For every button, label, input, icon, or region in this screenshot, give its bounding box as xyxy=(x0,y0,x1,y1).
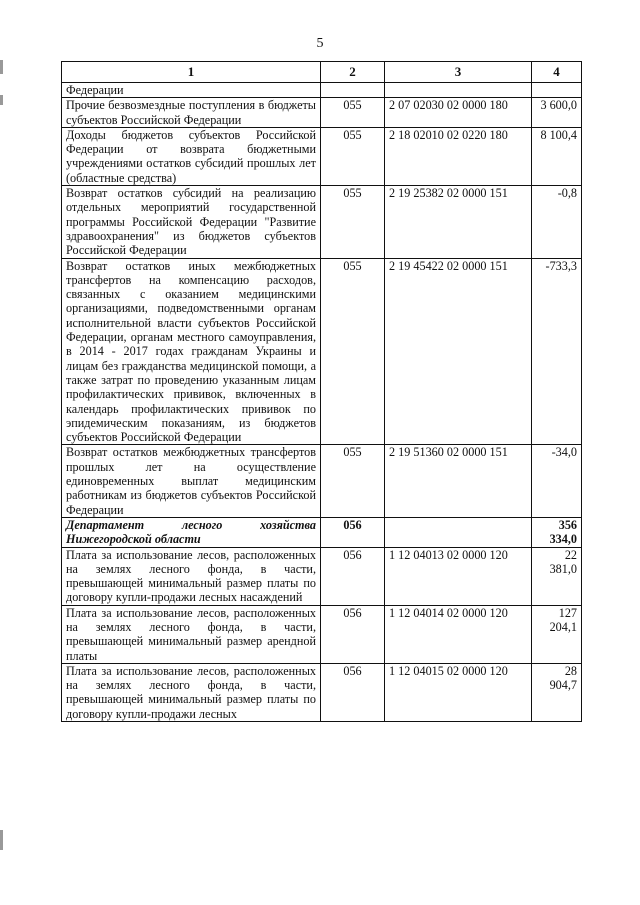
row-name: Прочие безвозмездные поступления в бюджеты субъектов Российской Федерации xyxy=(62,98,321,128)
table-row xyxy=(62,83,582,98)
header-col-3: 3 xyxy=(385,62,532,83)
row-kbk: 1 12 04014 02 0000 120 xyxy=(385,605,532,663)
revenue-table xyxy=(61,61,582,722)
row-code xyxy=(321,83,385,98)
row-code: 056 xyxy=(321,663,385,721)
row-name: Плата за использование лесов, расположенных на землях лесного фонда, в части, превышающей минимальный размер платы по договору купли-продажи лесных xyxy=(62,663,321,721)
row-amount: 127 204,1 xyxy=(532,605,582,663)
row-name: Возврат остатков субсидий на реализацию отдельных мероприятий государственной программы Российской Федерации "Развитие здравоохранения" из бюджетов субъектов Российской Федерации xyxy=(62,186,321,258)
table-row xyxy=(62,663,582,721)
row-amount xyxy=(532,83,582,98)
row-code: 055 xyxy=(321,98,385,128)
table-row xyxy=(62,258,582,445)
row-kbk: 2 07 02030 02 0000 180 xyxy=(385,98,532,128)
row-code: 055 xyxy=(321,186,385,258)
row-code: 055 xyxy=(321,258,385,445)
row-amount: 3 600,0 xyxy=(532,98,582,128)
row-code: 056 xyxy=(321,605,385,663)
header-col-1: 1 xyxy=(62,62,321,83)
header-col-4: 4 xyxy=(532,62,582,83)
row-name: Возврат остатков иных межбюджетных трансфертов на компенсацию расходов, связанных с оказанием медицинскими организациями, подведомственными органам исполнительной власти субъектов Российской Федерации, органам местного самоуправления, в 2014 - 2017 годах гражданам Украины и лицам без гражданства медицинской помощи, а также затрат по проведению указанным лицам профилактических прививок, включенных в календарь профилактических прививок по эпидемическим показаниям, из бюджетов субъектов Российской Федерации xyxy=(62,258,321,445)
table-row xyxy=(62,127,582,185)
row-name: Доходы бюджетов субъектов Российской Федерации от возврата бюджетными учреждениями остатков субсидий прошлых лет (областные средства) xyxy=(62,127,321,185)
page-number: 5 xyxy=(316,36,324,51)
row-kbk xyxy=(385,83,532,98)
header-row xyxy=(62,62,582,83)
row-amount: -0,8 xyxy=(532,186,582,258)
row-amount: 356 334,0 xyxy=(532,517,582,547)
row-code: 056 xyxy=(321,517,385,547)
row-name: Департамент лесного хозяйства Нижегородской области xyxy=(62,517,321,547)
row-name: Возврат остатков межбюджетных трансфертов прошлых лет на осуществление единовременных выплат медицинским работникам из бюджетов субъектов Российской Федерации xyxy=(62,445,321,517)
row-kbk: 2 19 25382 02 0000 151 xyxy=(385,186,532,258)
table-row xyxy=(62,605,582,663)
row-kbk: 1 12 04015 02 0000 120 xyxy=(385,663,532,721)
scan-edge-marks xyxy=(0,0,4,905)
row-kbk xyxy=(385,517,532,547)
row-amount: -733,3 xyxy=(532,258,582,445)
table-row xyxy=(62,186,582,258)
row-kbk: 2 18 02010 02 0220 180 xyxy=(385,127,532,185)
row-name: Плата за использование лесов, расположенных на землях лесного фонда, в части, превышающей минимальный размер арендной платы xyxy=(62,605,321,663)
row-name: Плата за использование лесов, расположенных на землях лесного фонда, в части, превышающей минимальный размер платы по договору купли-продажи лесных насаждений xyxy=(62,547,321,605)
row-code: 056 xyxy=(321,547,385,605)
table-header xyxy=(62,62,582,83)
row-amount: 8 100,4 xyxy=(532,127,582,185)
row-kbk: 2 19 51360 02 0000 151 xyxy=(385,445,532,517)
row-amount: 22 381,0 xyxy=(532,547,582,605)
table-row xyxy=(62,547,582,605)
header-col-2: 2 xyxy=(321,62,385,83)
table-row xyxy=(62,445,582,517)
row-kbk: 1 12 04013 02 0000 120 xyxy=(385,547,532,605)
row-code: 055 xyxy=(321,445,385,517)
row-kbk: 2 19 45422 02 0000 151 xyxy=(385,258,532,445)
row-name: Федерации xyxy=(62,83,321,98)
row-code: 055 xyxy=(321,127,385,185)
table-row xyxy=(62,517,582,547)
table-body xyxy=(62,83,582,722)
row-amount: -34,0 xyxy=(532,445,582,517)
row-amount: 28 904,7 xyxy=(532,663,582,721)
table-row xyxy=(62,98,582,128)
